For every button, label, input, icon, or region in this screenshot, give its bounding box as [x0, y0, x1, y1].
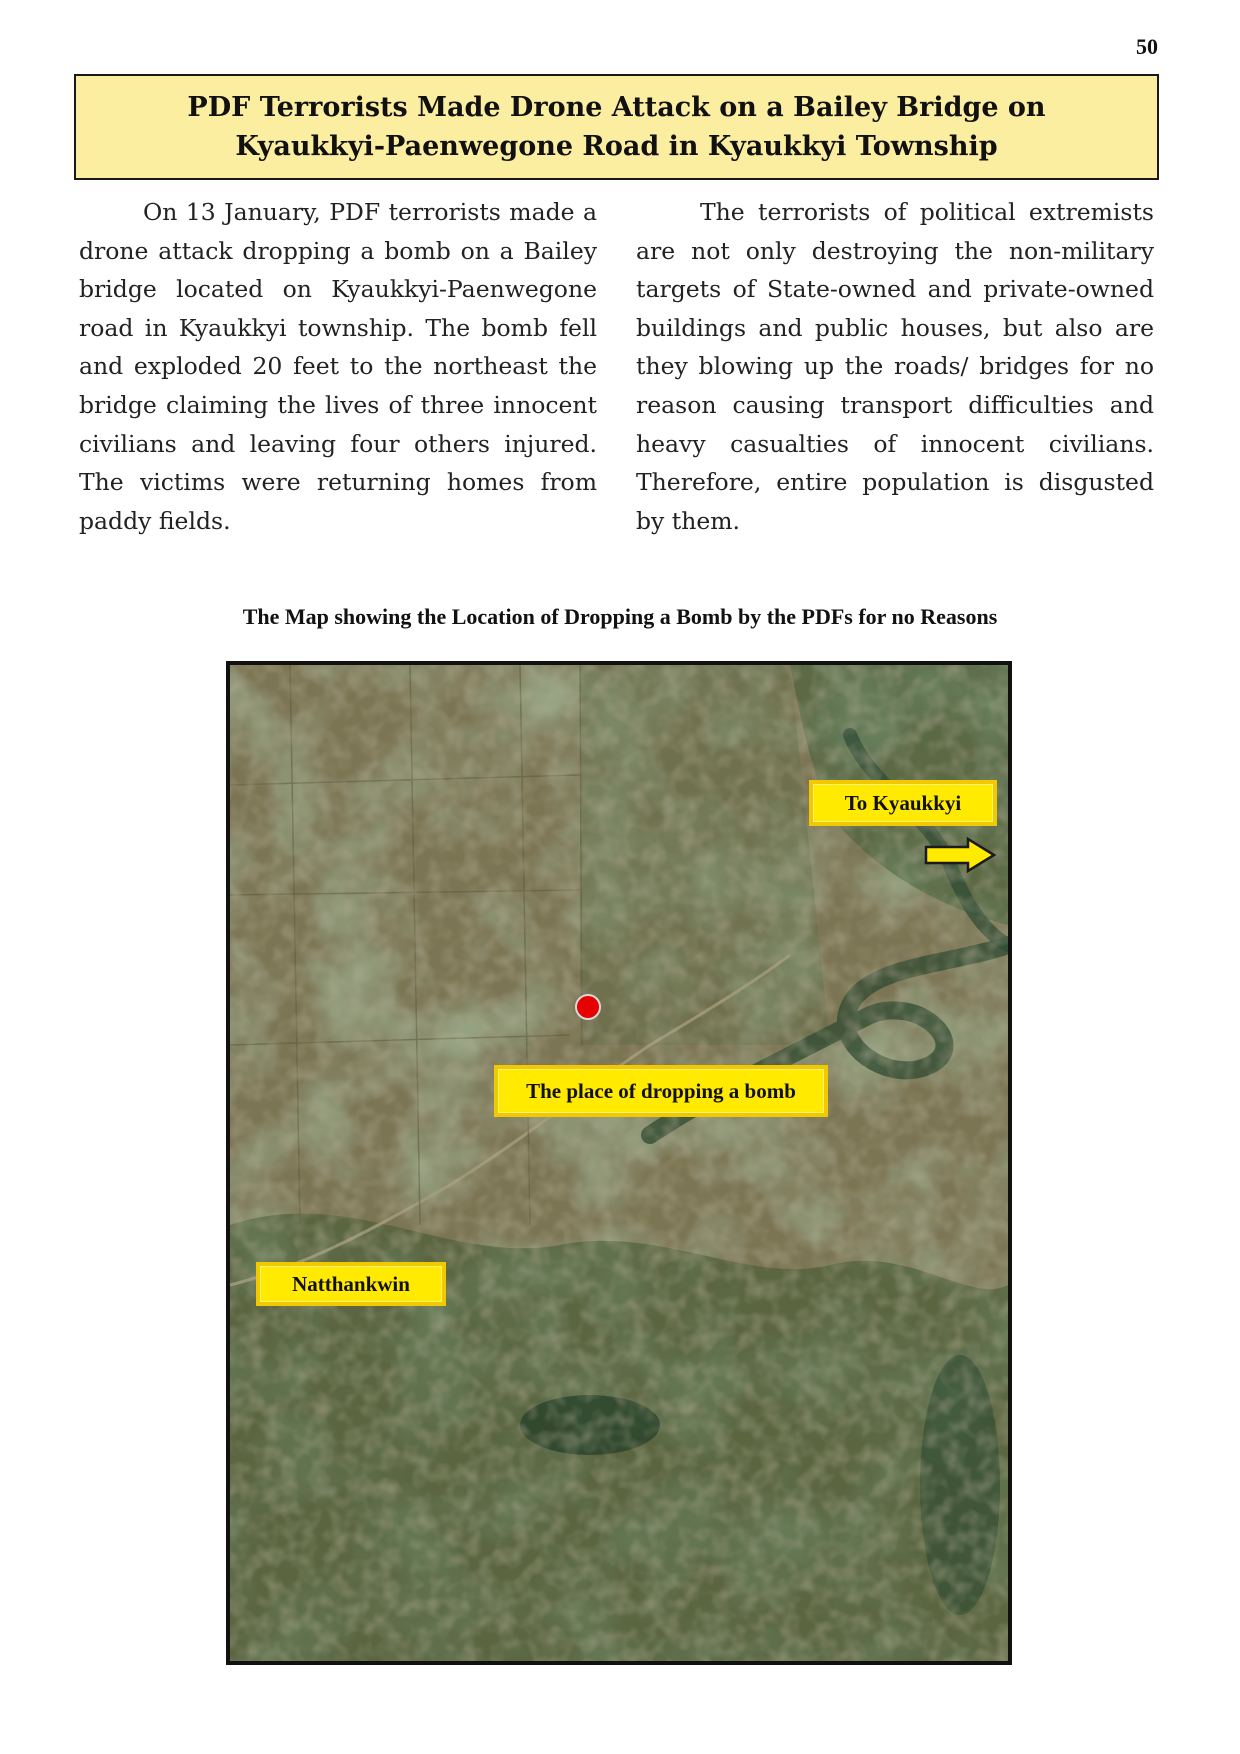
- label-to-kyaukkyi: [809, 780, 997, 826]
- label-bomb-place: [494, 1065, 828, 1117]
- body-paragraph-right: The terrorists of political extremists are not only destroying the non-military targets of State-owned and private-owned buildings and public houses, but also are they blowing up the roads/ bridges for no reason causing transport difficulties and heavy casualties of innocent civilians. Therefore, entire population is disgusted by them.: [636, 198, 1154, 535]
- article-title-box: [74, 74, 1159, 180]
- bomb-location-marker: [575, 994, 601, 1020]
- label-bomb-place-text: The place of dropping a bomb: [526, 1078, 796, 1103]
- page-number: 50: [1136, 34, 1158, 59]
- map-caption: The Map showing the Location of Dropping a Bomb by the PDFs for no Reasons: [242, 604, 998, 629]
- satellite-map: [226, 661, 1012, 1665]
- label-to-kyaukkyi-text: To Kyaukkyi: [844, 790, 962, 815]
- right-arrow-icon: [924, 837, 998, 873]
- label-natthankwin-text: Natthankwin: [292, 1271, 410, 1296]
- body-column-right: [636, 193, 1154, 540]
- body-paragraph-left: On 13 January, PDF terrorists made a drone attack dropping a bomb on a Bailey bridge located on Kyaukkyi-Paenwegone road in Kyaukkyi township. The bomb fell and exploded 20 feet to the northeast the bridge claiming the lives of three innocent civilians and leaving four others injured. The victims were returning homes from paddy fields.: [79, 198, 597, 535]
- body-column-left: [79, 193, 597, 540]
- label-natthankwin: [256, 1262, 446, 1306]
- article-title: PDF Terrorists Made Drone Attack on a Bailey Bridge on Kyaukkyi-Paenwegone Road in Kyaukkyi Township: [187, 92, 1046, 162]
